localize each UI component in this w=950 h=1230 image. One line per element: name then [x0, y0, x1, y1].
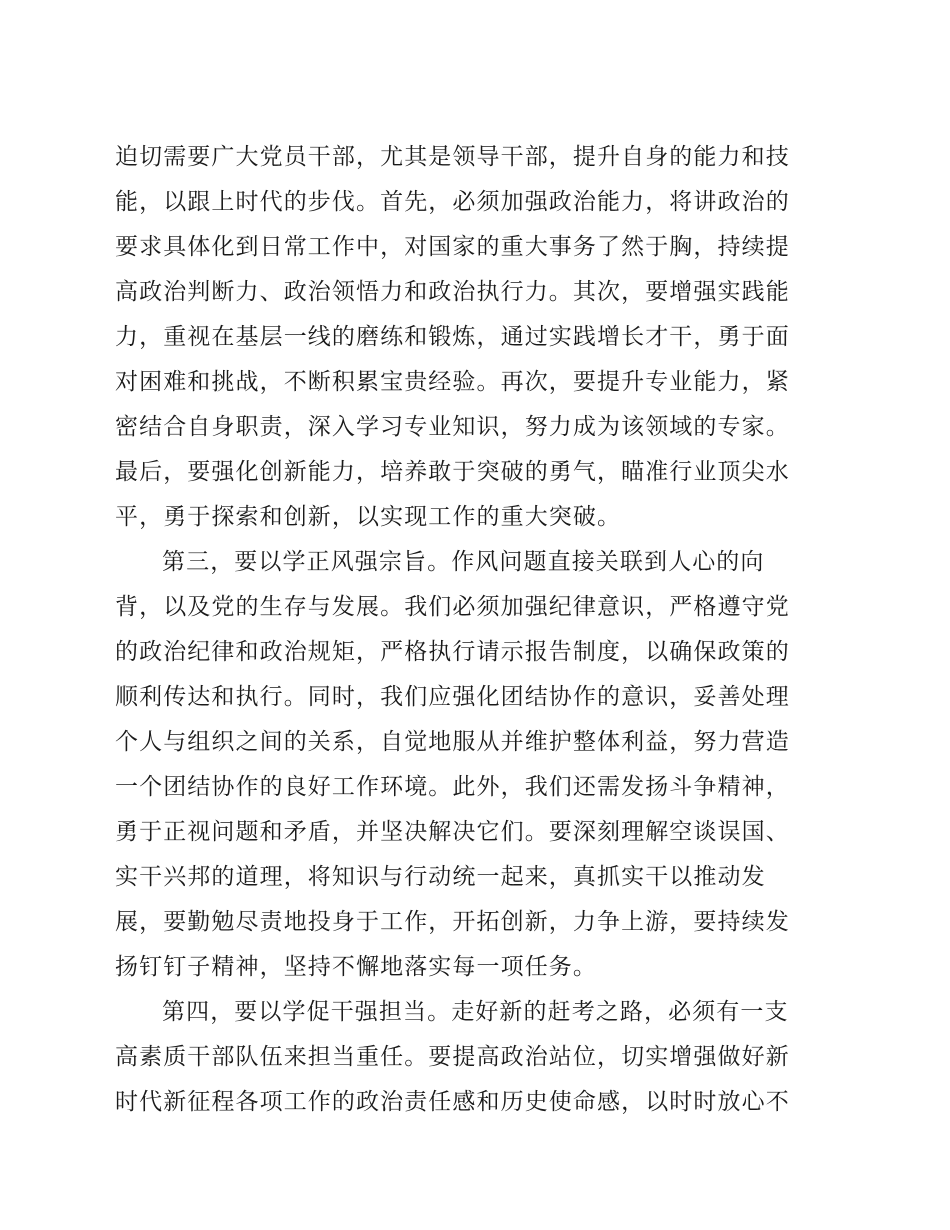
text-line: 展，要勤勉尽责地投身于工作，开拓创新，力争上游，要持续发	[115, 909, 790, 935]
text-line: 一个团结协作的良好工作环境。此外，我们还需发扬斗争精神，	[115, 774, 790, 800]
paragraph-start-line: 第四，要以学促干强担当。走好新的赶考之路，必须有一支	[162, 999, 789, 1025]
text-line: 密结合自身职责，深入学习专业知识，努力成为该领域的专家。	[115, 414, 790, 440]
text-line: 高政治判断力、政治领悟力和政治执行力。其次，要增强实践能	[115, 279, 790, 305]
text-line: 实干兴邦的道理，将知识与行动统一起来，真抓实干以推动发	[115, 864, 766, 890]
text-line: 要求具体化到日常工作中，对国家的重大事务了然于胸，持续提	[115, 234, 790, 260]
text-line: 的政治纪律和政治规矩，严格执行请示报告制度，以确保政策的	[115, 639, 790, 665]
text-line: 时代新征程各项工作的政治责任感和历史使命感，以时时放心不	[115, 1089, 790, 1115]
text-line: 力，重视在基层一线的磨练和锻炼，通过实践增长才干，勇于面	[115, 324, 790, 350]
text-line: 扬钉钉子精神，坚持不懈地落实每一项任务。	[115, 954, 597, 980]
text-line: 平，勇于探索和创新，以实现工作的重大突破。	[115, 504, 622, 530]
text-line: 顺利传达和执行。同时，我们应强化团结协作的意识，妥善处理	[115, 684, 790, 710]
text-line: 高素质干部队伍来担当重任。要提高政治站位，切实增强做好新	[115, 1044, 790, 1070]
text-line: 个人与组织之间的关系，自觉地服从并维护整体利益，努力营造	[115, 729, 790, 755]
text-line: 背，以及党的生存与发展。我们必须加强纪律意识，严格遵守党	[115, 594, 790, 620]
text-line: 最后，要强化创新能力，培养敢于突破的勇气，瞄准行业顶尖水	[115, 459, 790, 485]
text-line: 勇于正视问题和矛盾，并坚决解决它们。要深刻理解空谈误国、	[115, 819, 790, 845]
text-line: 迫切需要广大党员干部，尤其是领导干部，提升自身的能力和技	[115, 144, 790, 170]
text-line: 对困难和挑战，不断积累宝贵经验。再次，要提升专业能力，紧	[115, 369, 790, 395]
text-line: 能，以跟上时代的步伐。首先，必须加强政治能力，将讲政治的	[115, 189, 790, 215]
paragraph-start-line: 第三，要以学正风强宗旨。作风问题直接关联到人心的向	[162, 549, 765, 575]
